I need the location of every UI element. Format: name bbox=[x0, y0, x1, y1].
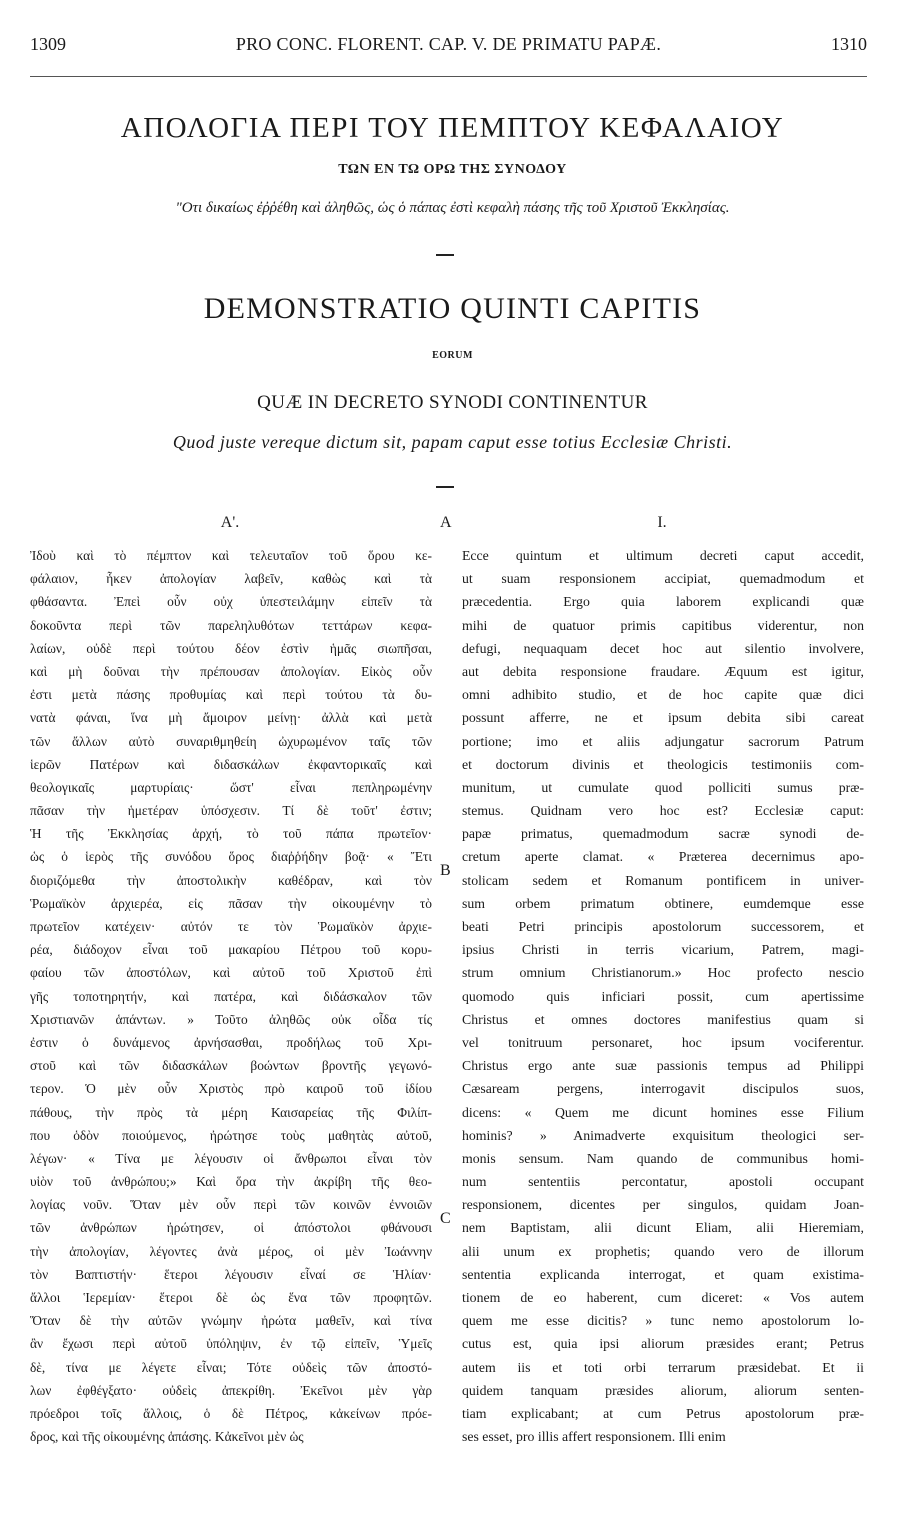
text-line: ὡς ὁ ἱερὸς τῆς συνόδου ὅρος διαῤῥήδην βοᾷ· « Ἔτι bbox=[30, 849, 432, 865]
text-line: stolicam sedem et Romanum pontificem in univer- bbox=[462, 872, 864, 888]
text-line: φθάσαντα. Ἐπεὶ οὖν οὐχ ὑπεστειλάμην εἰπεῖν τὰ bbox=[30, 594, 432, 610]
text-line: tionem de eo haberent, cum diceret: « Vos autem bbox=[462, 1290, 864, 1305]
text-line: υἱὸν τοῦ ἀνθρώπου;» Καὶ ὅρα τὴν ἀκρίβη τῆς θεο- bbox=[30, 1174, 432, 1190]
text-line: mihi de quatuor primis capitibus viderentur, non bbox=[462, 617, 864, 633]
text-line: et doctorum divinis et theologicis testimoniis com- bbox=[462, 756, 864, 772]
text-line: beati Petri principis apostolorum successorem, et bbox=[462, 919, 864, 934]
text-line: possunt afferre, ne et ipsum debita sibi careat bbox=[462, 710, 864, 726]
greek-quote: "Οτι δικαίως ἐῤῥέθη καὶ ἀληθῶς, ὡς ὁ πάπας ἐστὶ κεφαλὴ πάσης τῆς τοῦ Χριστοῦ Ἐκκλησίας. bbox=[175, 200, 730, 216]
text-line: φαίου τῶν ἀποστόλων, καὶ αὐτοῦ τοῦ Χριστοῦ ἐπὶ bbox=[30, 965, 432, 981]
text-line: nem Baptistam, alii dicunt Eliam, alii Hieremiam, bbox=[462, 1220, 864, 1236]
text-line: sententia explicanda interrogat, et quam existima- bbox=[462, 1266, 864, 1282]
text-line: ses esset, pro illis affert responsionem. Illi enim bbox=[462, 1429, 726, 1445]
text-line: Ἰδοὺ καὶ τὸ πέμπτον καὶ τελευταῖον τοῦ ὅρου κε- bbox=[30, 548, 432, 563]
text-line: num sententiis percontatur, apostoli occupant bbox=[462, 1174, 864, 1190]
text-line: cretum aperte clamat. « Præterea decernimus apo- bbox=[462, 849, 864, 865]
text-line: λέγων· « Τίνα με λέγουσιν οἱ ἄνθρωποι εἶναι τὸν bbox=[30, 1150, 432, 1166]
text-line: δοκοῦντα περὶ τῶν παρεληλυθότων τεττάρων κεφα- bbox=[30, 617, 432, 633]
text-line: πάθους, τὴν πρὸς τὰ μέρη Καισαρείας τῆς Φιλίπ- bbox=[30, 1104, 432, 1120]
latin-section-number: I. bbox=[657, 514, 667, 531]
text-line: autem iis et toti orbi terrarum præsidebat. Et ii bbox=[462, 1359, 864, 1375]
text-line: Ὅταν δὲ τὴν αὐτῶν γνώμην ἠρώτα μαθεῖν, καὶ τίνα bbox=[30, 1313, 432, 1329]
text-line: πρόεδροι τοῖς ἄλλοις, ὁ δὲ Πέτρος, κἀκείνων πρόε- bbox=[30, 1405, 432, 1421]
text-line: ut suam responsionem accipiat, quemadmodum et bbox=[462, 571, 864, 587]
text-line: Ἡ τῆς Ἐκκλησίας ἀρχή, τὸ τοῦ πάπα πρωτεῖον· bbox=[30, 826, 432, 842]
text-line: ipsius Christi in terris vicarium, Patrem, magi- bbox=[462, 942, 864, 958]
text-line: Ecce quintum et ultimum decreti caput accedit, bbox=[462, 548, 864, 563]
text-line: præcedentia. Ergo quia laborem explicandi quæ bbox=[462, 594, 864, 610]
running-head bbox=[30, 34, 867, 58]
text-line: papæ primatus, quemadmodum sacræ synodi de- bbox=[462, 826, 864, 842]
text-line: θεολογικαῖς μαρτυρίαις· ὥστ' εἶναι πεπληρωμένην bbox=[30, 779, 432, 795]
text-line: τὴν ἀπολογίαν, λέγοντες ἀνὰ μέρος, οἱ μὲν Ἰωάννην bbox=[30, 1243, 432, 1259]
text-line: φάλαιον, ἧκεν ἀπολογίαν λαβεῖν, καθὼς καὶ τὰ bbox=[30, 571, 432, 587]
latin-text-column bbox=[462, 544, 864, 1448]
page-number-right: 1310 bbox=[831, 34, 867, 54]
greek-section-number: Α'. bbox=[220, 514, 240, 531]
latin-subtitle: QUÆ IN DECRETO SYNODI CONTINENTUR bbox=[257, 392, 648, 413]
text-line: Ῥωμαϊκὸν ἀρχιερέα, εἰς πᾶσαν τὴν οἰκουμένην τὸ bbox=[30, 895, 432, 911]
text-line: quem me esse dicitis? » tunc nemo apostolorum lo- bbox=[462, 1313, 864, 1329]
text-line: omni adhibito studio, et de hoc capite quæ dici bbox=[462, 687, 864, 703]
greek-subtitle: ΤΩΝ ΕΝ ΤΩ ΟΡΩ ΤΗΣ ΣΥΝΟΔΟΥ bbox=[338, 162, 567, 177]
text-line: ἐστιν ὁ δυνάμενος ἀρνήσασθαι, προδήλως τοῦ Χρι- bbox=[30, 1034, 432, 1050]
text-line: πρωτεῖον κατέχειν· αὐτόν τε τὸν Ῥωμαϊκὸν ἀρχιε- bbox=[30, 919, 432, 934]
text-line: τῶν ἀνθρώπων ἠρώτησεν, οἱ ἀπόστολοι φθάνουσι bbox=[30, 1220, 432, 1236]
header-rule bbox=[30, 76, 867, 77]
latin-quote: Quod juste vereque dictum sit, papam caput esse totius Ecclesiæ Christi. bbox=[172, 432, 733, 452]
margin-letter-c: C bbox=[440, 1210, 451, 1227]
text-line: hominis? » Animadverte exquisitum theologici ser- bbox=[462, 1127, 864, 1143]
page-number-left: 1309 bbox=[30, 34, 66, 54]
latin-title: DEMONSTRATIO QUINTI CAPITIS bbox=[203, 292, 702, 325]
text-line: διοριζόμεθα τὴν ἀποστολικὴν καθέδραν, καὶ τὸν bbox=[30, 872, 432, 888]
text-line: δρος, καὶ τῆς οἰκουμένης ἁπάσης. Κἀκεῖνοι μὲν ὡς bbox=[30, 1429, 304, 1445]
text-line: monis sensum. Nam quando de communibus homi- bbox=[462, 1150, 864, 1166]
text-line: quidem tanquam præsides aliorum, aliorum senten- bbox=[462, 1382, 864, 1398]
text-line: λαίων, οὐδὲ περὶ τούτου δέον ἐστὶν ἡμᾶς σιωπῆσαι, bbox=[30, 640, 432, 656]
text-line: Christus ergo ante suæ passionis tempus ad Philippi bbox=[462, 1058, 864, 1074]
text-line: Christus et omnes doctores manifestius quam si bbox=[462, 1011, 864, 1027]
text-line: alii unum ex prophetis; quando vero de illorum bbox=[462, 1243, 864, 1259]
text-line: stemus. Quidnam vero hoc est? Ecclesiæ caput: bbox=[462, 803, 864, 819]
text-line: cutus est, quia ipsi aliorum præsides erant; Petrus bbox=[462, 1336, 864, 1352]
text-line: στοῦ καὶ τῶν διδασκάλων βοώντων βροντῆς γεγωνό- bbox=[30, 1058, 432, 1074]
text-line: munitum, ut cumulate quod polliciti sumus præ- bbox=[462, 779, 864, 795]
text-line: dicens: « Quem me dicunt homines esse Filium bbox=[462, 1104, 864, 1120]
text-line: portione; imo et aliis adjungatur sacrorum Patrum bbox=[462, 733, 864, 749]
section-dash bbox=[436, 486, 454, 488]
text-line: δὲ, τίνα με λέγετε εἶναι; Τότε οὐδεὶς τῶν ἀποστό- bbox=[30, 1359, 432, 1375]
greek-text-column bbox=[30, 544, 432, 1448]
text-line: λων ἐφθέγξατο· οὐδεὶς ἀπεκρίθη. Ἐκεῖνοι μὲν γὰρ bbox=[30, 1382, 432, 1398]
running-title: PRO CONC. FLORENT. CAP. V. DE PRIMATU PAPÆ. bbox=[235, 34, 662, 54]
text-line: ἐστι μετὰ πάσης προθυμίας καὶ περὶ τούτου τὰ δυ- bbox=[30, 687, 432, 703]
section-dash bbox=[436, 254, 454, 256]
text-line: ἂν ἔχωσι περὶ αὐτοῦ ὑπόληψιν, ἐν τῷ εἰπεῖν, Ὑμεῖς bbox=[30, 1336, 432, 1352]
text-line: τῶν ἄλλων αὐτὸ συναριθμηθείη ὠχυρωμένον ταῖς τῶν bbox=[30, 733, 432, 749]
text-line: λογίας νοῦν. Ὅταν μὲν οὖν περὶ τῶν κοινῶν ἐννοιῶν bbox=[30, 1197, 432, 1213]
text-line: defugi, nequaquam decet hoc aut silentio involvere, bbox=[462, 640, 864, 656]
latin-eorum: EORUM bbox=[432, 350, 473, 361]
text-line: sum orbem primatum obtinere, eumdemque esse bbox=[462, 895, 864, 911]
margin-letter-b: B bbox=[440, 862, 451, 879]
text-line: Χριστιανῶν ἁπάντων. » Τοῦτο ἀληθῶς οὐκ οἶδα τίς bbox=[30, 1011, 432, 1027]
text-line: ρέα, διάδοχον εἶναι τοῦ μακαρίου Πέτρου τοῦ κορυ- bbox=[30, 942, 432, 958]
text-line: ἄλλοι Ἱερεμίαν· ἕτεροι δὲ ὡς ἕνα τῶν προφητῶν. bbox=[30, 1290, 432, 1305]
text-line: Cæsaream pergens, interrogavit discipulos suos, bbox=[462, 1081, 864, 1097]
text-line: strum omnium Christianorum.» Hoc profecto nescio bbox=[462, 965, 864, 981]
text-line: responsionem, dicentes per singulos, quidam Joan- bbox=[462, 1197, 864, 1213]
text-line: νατὰ φάναι, ἵνα μὴ ἄμοιρον μείνῃ· ἀλλὰ καὶ μετὰ bbox=[30, 710, 432, 726]
text-line: πᾶσαν τὴν ἡμετέραν ὑπόσχεσιν. Τί δὲ τοῦτ' ἐστιν; bbox=[30, 803, 432, 819]
text-line: ἱερῶν Πατέρων καὶ διδασκάλων ἐκφαντορικαῖς καὶ bbox=[30, 756, 432, 772]
text-line: τὸν Βαπτιστήν· ἕτεροι λέγουσιν εἶναί σε Ἡλίαν· bbox=[30, 1266, 432, 1282]
text-line: quomodo quis inficiari possit, cum apertissime bbox=[462, 988, 864, 1004]
text-line: tiam explicabant; at cum Petrus apostolorum præ- bbox=[462, 1405, 864, 1421]
text-line: καὶ μὴ δοῦναι τὴν πρέπουσαν ἀπολογίαν. Εἰκὸς οὖν bbox=[30, 663, 432, 679]
text-line: vel tonitruum personaret, hoc ipsum vociferentur. bbox=[462, 1034, 864, 1050]
text-line: που ὁδὸν ποιούμενος, ἠρώτησε τοὺς μαθητὰς αὐτοῦ, bbox=[30, 1127, 432, 1143]
greek-title: ΑΠΟΛΟΓΙΑ ΠΕΡΙ ΤΟΥ ΠΕΜΠΤΟΥ ΚΕΦΑΛΑΙΟΥ bbox=[120, 112, 785, 144]
text-line: γῆς τοποτηρητήν, καὶ πατέρα, καὶ διδάσκαλον τῶν bbox=[30, 988, 432, 1004]
text-line: aut debita responsione fraudare. Æquum est igitur, bbox=[462, 663, 864, 679]
text-line: τερον. Ὁ μὲν οὖν Χριστὸς πρὸ καιροῦ τοῦ ἰδίου bbox=[30, 1081, 432, 1097]
margin-letter-a: A bbox=[440, 514, 452, 531]
